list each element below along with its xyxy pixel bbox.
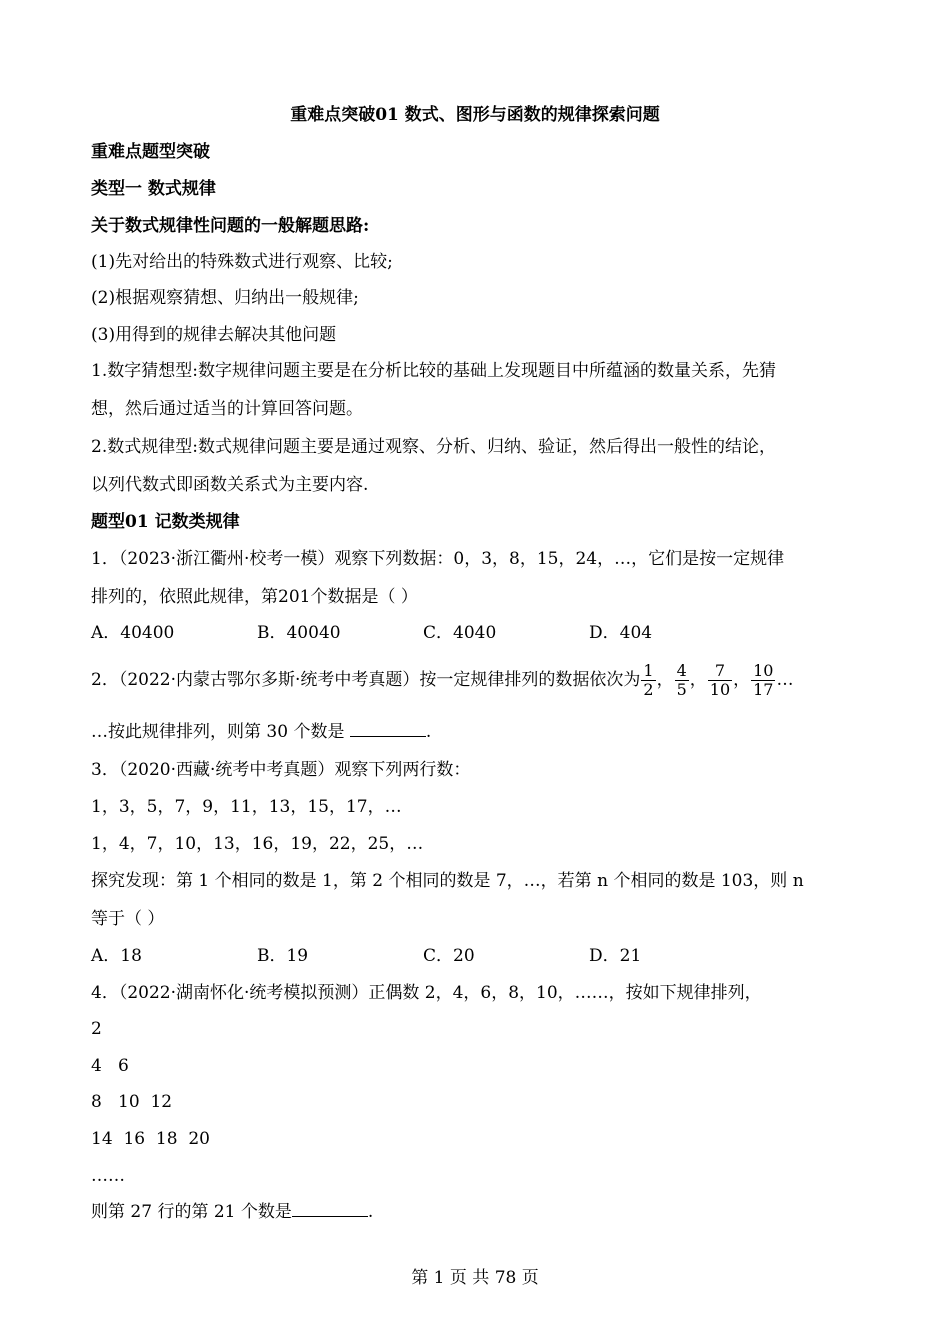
q2-fraction-1-num: 1 [643, 661, 654, 680]
q3-option-d[interactable]: D．21 [589, 946, 642, 966]
q4-row-1: 2 [91, 1019, 102, 1039]
q1-line1: 1．（2023·浙江衢州·校考一模）观察下列数据：0，3，8，15，24，…，它们是按一定规律 [91, 549, 785, 569]
subtype-heading: 题型01 记数类规律 [91, 512, 240, 532]
step-1: (1)先对给出的特殊数式进行观察、比较; [91, 252, 393, 272]
q4-row-4: 14 16 18 20 [91, 1129, 210, 1149]
q1-option-d[interactable]: D．404 [589, 623, 653, 643]
q3-row1: 1，3，5，7，9，11，13，15，17，… [91, 797, 402, 817]
q2-fraction-2-num: 4 [676, 661, 687, 680]
q4-row-3: 8 10 12 [91, 1092, 173, 1112]
q4-last-line [91, 1200, 373, 1224]
q3-row2: 1，4，7，10，13，16，19，22，25，… [91, 834, 424, 854]
approach-heading: 关于数式规律性问题的一般解题思路: [91, 216, 370, 236]
step-2: (2)根据观察猜想、归纳出一般规律; [91, 288, 359, 308]
q2-line2 [91, 720, 431, 744]
q2-line2-suffix: . [425, 722, 432, 742]
q2-fraction-2 [675, 662, 689, 699]
q3-line5: 等于（ ） [91, 909, 165, 929]
q3-option-c[interactable]: C．20 [423, 946, 475, 966]
q2-sep-2: ， [689, 670, 707, 690]
q2-prefix: 2．（2022·内蒙古鄂尔多斯·统考中考真题）按一定规律排列的数据依次为 [91, 670, 641, 690]
q2-sep-1: ， [656, 670, 674, 690]
q4-last-prefix: 则第 27 行的第 21 个数是 [91, 1202, 292, 1222]
page-title: 重难点突破01 数式、图形与函数的规律探索问题 [290, 105, 660, 125]
q4-line1: 4．（2022·湖南怀化·统考模拟预测）正偶数 2，4，6，8，10，……，按如下规律排列， [91, 983, 762, 1003]
para2-line2: 以列代数式即函数关系式为主要内容. [91, 475, 369, 495]
q3-line4: 探究发现：第 1 个相同的数是 1，第 2 个相同的数是 7，…，若第 n 个相同的数是 103，则 n [91, 871, 804, 891]
q3-line1: 3．（2020·西藏·统考中考真题）观察下列两行数： [91, 760, 471, 780]
q2-fraction-2-den: 5 [676, 680, 687, 699]
q1-option-c[interactable]: C．4040 [423, 623, 497, 643]
q3-option-b[interactable]: B．19 [257, 946, 309, 966]
q2-fraction-3-den: 10 [709, 680, 731, 699]
q1-line2: 排列的，依照此规律，第201个数据是（ ） [91, 587, 418, 607]
q2-ellipsis: … [776, 670, 794, 690]
q4-answer-blank[interactable] [292, 1200, 368, 1217]
q2-fraction-1-den: 2 [643, 680, 654, 699]
q4-last-suffix: . [367, 1202, 374, 1222]
q2-fraction-4-num: 10 [753, 661, 774, 680]
page-footer: 第 1 页 共 78 页 [411, 1268, 539, 1288]
q2-fraction-1 [641, 662, 655, 699]
q2-line2-prefix: …按此规律排列，则第 30 个数是 [91, 722, 350, 742]
q2-fraction-3 [708, 662, 732, 699]
q4-row-2: 4 6 [91, 1056, 129, 1076]
q1-option-a[interactable]: A．40400 [91, 623, 175, 643]
q2-fraction-4 [751, 662, 775, 699]
q4-row-ellipsis: …… [91, 1166, 125, 1186]
para1-line2: 想，然后通过适当的计算回答问题。 [91, 399, 363, 419]
step-3: (3)用得到的规律去解决其他问题 [91, 325, 337, 345]
q1-option-b[interactable]: B．40040 [257, 623, 341, 643]
q2-fraction-3-num: 7 [714, 661, 726, 680]
para2-line1: 2.数式规律型:数式规律问题主要是通过观察、分析、归纳、验证，然后得出一般性的结论， [91, 437, 776, 457]
q2-answer-blank[interactable] [350, 720, 426, 737]
q2-fraction-4-den: 17 [753, 680, 774, 699]
para1-line1: 1.数字猜想型:数字规律问题主要是在分析比较的基础上发现题目中所蕴涵的数量关系，先猜 [91, 361, 776, 381]
section-heading: 重难点题型突破 [91, 142, 210, 162]
q2-line1 [91, 658, 793, 702]
type-heading: 类型一 数式规律 [91, 179, 216, 199]
q2-sep-3: ， [733, 670, 751, 690]
q3-option-a[interactable]: A．18 [91, 946, 142, 966]
